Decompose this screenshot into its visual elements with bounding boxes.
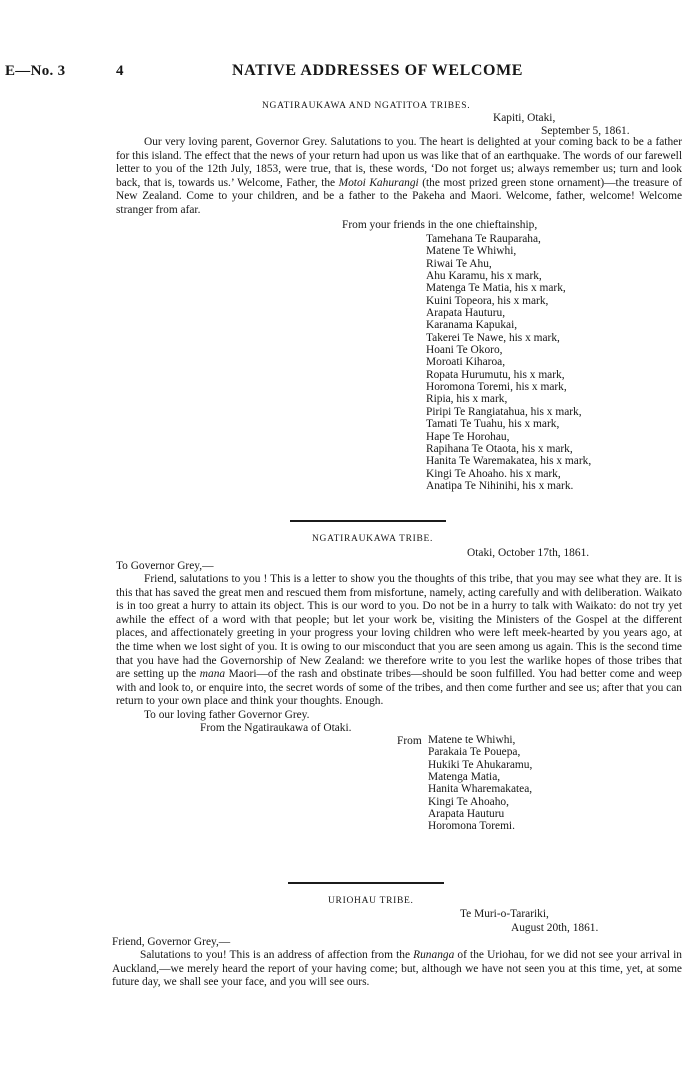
signatory-name: Kingi Te Ahoaho. his x mark, (426, 467, 561, 480)
section-divider (290, 520, 446, 522)
letter2-closing: To our loving father Governor Grey. (144, 709, 310, 721)
tribe-heading-ngatiraukawa: NGATIRAUKAWA TRIBE. (312, 534, 434, 544)
signatory-name: Piripi Te Rangiatahua, his x mark, (426, 405, 582, 418)
signatory-name: Kingi Te Ahoaho, (428, 795, 509, 808)
letter2-from-word: From (397, 735, 422, 747)
page-number: 4 (116, 63, 124, 79)
signatory-name: Moroati Kiharoa, (426, 356, 506, 369)
section-divider (288, 882, 444, 884)
signatory-name: Hanita Wharemakatea, (428, 783, 533, 796)
signatory-name: Hape Te Horohau, (426, 430, 510, 443)
signatory-name: Horomona Toremi. (428, 820, 515, 833)
signatory-name: Matenga Matia, (428, 771, 501, 784)
signatory-name: Hanita Te Waremakatea, his x mark, (426, 455, 592, 468)
signatory-name: Horomona Toremi, his x mark, (426, 381, 567, 394)
tribe-heading-ngatiraukawa-ngatitoa: NGATIRAUKAWA AND NGATITOA TRIBES. (262, 101, 471, 111)
letter2-place-date: Otaki, October 17th, 1861. (467, 547, 590, 559)
signatory-name: Rapihana Te Otaota, his x mark, (426, 442, 573, 455)
letter3-place: Te Muri-o-Tarariki, (460, 908, 549, 920)
letter3-italic-term: Runanga (413, 949, 455, 961)
document-code: E—No. 3 (5, 63, 66, 79)
letter2-body: Friend, salutations to you ! This is a letter to show you the thoughts of this tribe, that you may see what they are. It is this that has saved the great men and rescued them from misfortune, namely, acting carefully and with deliberation. Waikato is in too great a hurry to attain its object. This is our word to you. Do not be in a hurry to talk with Waikato: do not try yet awhile the effect of a word with that people; but let your work be, visiting the Ministers of the Gospel at the different places, and affectionately greeting in your progress your loving children who were left meek-hearted by you years ago, at the time when we lost sight of you. It is owing to our misconduct that you are seen among us again. This is the second time that you have had the Governorship of New Zealand: we therefore write to you lest the warlike hopes of those tribes that are setting up the mana Maori—of the rash and obstinate tribes—should be soon fulfilled. You had better come and weep with and look to, or enquire into, the secret words of some of the tribes, and then come further and see us; after that you can return to your own place and think your thoughts. Enough. (116, 573, 682, 708)
signatory-name: Tamati Te Tuahu, his x mark, (426, 418, 560, 431)
letter2-from-tribe: From the Ngatiraukawa of Otaki. (200, 722, 352, 734)
letter1-body: Our very loving parent, Governor Grey. Salutations to you. The heart is delighted at your coming back to be a father for this island. The effect that the news of your return had upon us was like that of an earthquake. The words of our farewell letter to you of the 12th July, 1853, were true, that is, these words, ‘Do not forget us; always remember us; turn and look back, that is, towards us.’ Welcome, Father, the Motoi Kahurangi (the most prized green stone ornament)—the treasure of New Zealand. Come to your children, and be a father to the Pakeha and Maori. Welcome, father, welcome! Welcome stranger from afar. (116, 136, 682, 216)
letter3-salutation: Friend, Governor Grey,— (112, 936, 231, 948)
letter3-body: Salutations to you! This is an address of affection from the Runanga of the Uriohau, for we did not see your arrival in Auckland,—we merely heard the report of your having come; but, although we have not seen you at this time, yet, at some future day, we shall see your face, and you will see ours. (112, 949, 682, 989)
signatory-name: Matene te Whiwhi, (428, 734, 516, 746)
signatory-name: Matenga Te Matia, his x mark, (426, 282, 566, 295)
signatory-name: Anatipa Te Nihinihi, his x mark. (426, 479, 574, 492)
letter1-from-line: From your friends in the one chieftainship, (342, 219, 538, 231)
signatory-name: Hukiki Te Ahukaramu, (428, 758, 533, 771)
signatory-name: Ahu Karamu, his x mark, (426, 270, 542, 283)
signatory-name: Karanama Kapukai, (426, 319, 518, 332)
signatory-name: Ropata Hurumutu, his x mark, (426, 368, 565, 381)
signatory-name: Tamehana Te Rauparaha, (426, 233, 541, 245)
letter2-italic-term: mana (199, 668, 226, 681)
page-title: NATIVE ADDRESSES OF WELCOME (232, 62, 524, 79)
letter1-italic-term: Motoi Kahurangi (338, 176, 419, 189)
tribe-heading-uriohau: URIOHAU TRIBE. (328, 896, 414, 906)
signatory-name: Ripia, his x mark, (426, 393, 508, 406)
signatory-name: Arapata Hauturu (428, 808, 505, 821)
signatory-name: Parakaia Te Pouepa, (428, 746, 521, 759)
signatory-name: Kuini Topeora, his x mark, (426, 294, 549, 307)
letter1-date: September 5, 1861. (541, 125, 630, 137)
letter1-place: Kapiti, Otaki, (493, 112, 556, 124)
signatory-name: Hoani Te Okoro, (426, 344, 503, 357)
signatory-name: Matene Te Whiwhi, (426, 245, 517, 258)
letter3-date: August 20th, 1861. (511, 922, 599, 934)
signatory-name: Riwai Te Ahu, (426, 257, 492, 270)
signatory-name: Takerei Te Nawe, his x mark, (426, 331, 560, 344)
letter1-signatories (426, 233, 591, 492)
signatory-name: Arapata Hauturu, (426, 307, 506, 320)
letter2-salutation: To Governor Grey,— (116, 560, 214, 572)
letter2-signatories (428, 734, 532, 833)
